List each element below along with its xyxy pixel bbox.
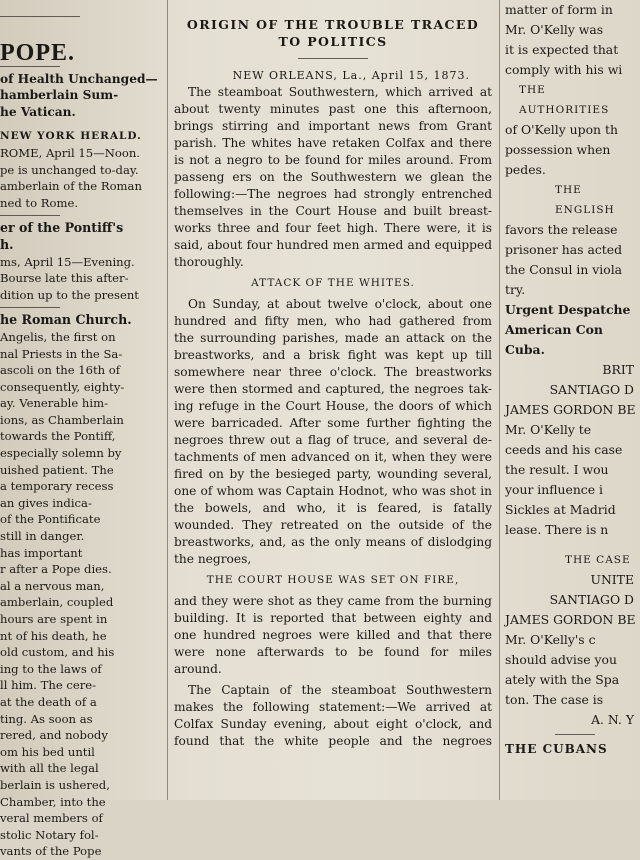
right-rule — [555, 734, 595, 735]
article-line: thoroughly. — [174, 255, 244, 269]
heading-rule — [0, 66, 60, 67]
text-line: with all the legal — [0, 761, 99, 776]
text-line: JAMES GORDON BE — [505, 402, 636, 417]
urgent-line: American Con — [505, 322, 603, 337]
left-body-lines — [0, 329, 160, 860]
text-line: Bourse late this after- — [0, 271, 129, 286]
paragraph-1 — [174, 84, 492, 271]
text-line: possession when — [505, 142, 611, 157]
article-line: building. It is reported that between eighty and — [174, 611, 492, 625]
subhead-attack: ATTACK OF THE WHITES. — [251, 277, 415, 289]
article-line: the bowels, and who, it is feared, is fatally — [174, 501, 492, 515]
text-line: om his bed until — [0, 744, 95, 759]
text-line: consequently, eighty- — [0, 379, 125, 394]
text-line: prisoner has acted — [505, 242, 623, 257]
article-line: were none afterwards to be found for miles — [174, 645, 492, 659]
right-caps-cubans: THE CUBANS — [505, 742, 608, 756]
article-line: On Sunday, at about twelve o'clock, about one — [188, 297, 492, 311]
subhead-line: of Health Unchanged— — [0, 71, 158, 86]
text-line: it is expected that — [505, 42, 619, 57]
text-line: ms, April 15—Evening. — [0, 254, 135, 269]
text-line: ascoli on the 16th of — [0, 363, 121, 378]
left-section-1 — [0, 220, 160, 253]
right-caps-case: THE CASE — [565, 554, 631, 566]
text-line: ned to Rome. — [0, 195, 79, 210]
text-line: a temporary recess — [0, 479, 114, 494]
left-credit: NEW YORK HERALD. — [0, 130, 142, 143]
text-line: Mr. O'Kelly's c — [505, 632, 596, 647]
text-line: old custom, and his — [0, 645, 115, 660]
article-line: the surrounding parishes, made an attack on the — [174, 331, 492, 345]
left-dispatch-1 — [0, 145, 160, 211]
article-line: wounded. They retreated on the outside of the — [174, 518, 492, 532]
text-line: Angelis, the first on — [0, 329, 116, 344]
urgent-line: Cuba. — [505, 342, 545, 357]
text-line: UNITE — [590, 572, 634, 587]
text-line: A. N. Y — [591, 712, 634, 727]
text-line: your influence i — [505, 482, 603, 497]
text-line: of O'Kelly upon th — [505, 122, 618, 137]
right-urgent-despatch — [505, 300, 640, 360]
article-line: one of whom was Captain Hodnot, who was shot in — [174, 484, 492, 498]
left-dispatch-2 — [0, 254, 160, 304]
text-line: vants of the Pope — [0, 844, 102, 859]
subhead-courthouse: THE COURT HOUSE WAS SET ON FIRE, — [206, 574, 460, 586]
text-line: ton. The case is — [505, 692, 604, 707]
text-line: should advise you — [505, 652, 617, 667]
text-line: pe is unchanged to-day. — [0, 162, 139, 177]
text-line: r after a Pope dies. — [0, 562, 112, 577]
article-line: is not a negro to be found for miles around. From — [174, 153, 492, 167]
article-line: makes the following statement:—We arrived at — [174, 700, 492, 714]
left-column — [0, 0, 160, 859]
right-lines-3 — [505, 220, 640, 300]
right-lines-4 — [505, 360, 640, 540]
article-line: The Captain of the steamboat Southwestern — [188, 683, 492, 697]
text-line: berlain is ushered, — [0, 777, 110, 792]
text-line: rered, and nobody — [0, 728, 108, 743]
right-lines-5 — [505, 570, 640, 730]
article-line: brings stirring and important news from Grant — [174, 119, 492, 133]
text-line: stolic Notary fol- — [0, 827, 99, 842]
right-caps-english: THE ENGLISH — [555, 184, 615, 216]
left-section-2: he Roman Church. — [0, 312, 132, 328]
article-line: and they were shot as they came from the burning — [174, 594, 492, 608]
text-line: try. — [505, 282, 526, 297]
text-line: uished patient. The — [0, 462, 114, 477]
article-line: fired on by the besieged party, wounding several, — [174, 467, 492, 481]
paragraph-3 — [174, 593, 492, 678]
text-line: ting. As soon as — [0, 711, 93, 726]
article-line: breastworks, and a brisk fight was kept up till — [174, 348, 492, 362]
article-headline: ORIGIN OF THE TROUBLE TRACED TO POLITICS — [186, 17, 480, 49]
article-line: parish. The whites have retaken Colfax and there — [174, 136, 492, 150]
right-lines-2 — [505, 120, 640, 180]
text-line: Chamber, into the — [0, 794, 106, 809]
article-line: were barricaded. After some further fighting the — [174, 416, 492, 430]
article-line: themselves in the Court House and built breast- — [174, 204, 492, 218]
article-line: ing refuge in the Court House, the doors of which — [174, 399, 492, 413]
text-line: the result. I wou — [505, 462, 609, 477]
article-dateline: NEW ORLEANS, La., April 15, 1873. — [232, 69, 470, 82]
text-line: dition up to the present — [0, 287, 139, 302]
urgent-line: Urgent Despatche — [505, 302, 631, 317]
article-line: around. — [174, 662, 222, 676]
text-line: ing to the laws of — [0, 661, 102, 676]
text-line: ions, as Chamberlain — [0, 412, 124, 427]
text-line: Mr. O'Kelly te — [505, 422, 592, 437]
top-rule — [0, 16, 80, 17]
text-line: pedes. — [505, 162, 546, 177]
section-line: h. — [0, 236, 14, 252]
article-line: Colfax Sunday evening, about eight o'clock, and — [174, 717, 492, 731]
text-line: ay. Venerable him- — [0, 396, 109, 411]
text-line: ROME, April 15—Noon. — [0, 145, 140, 160]
column-divider — [499, 0, 500, 800]
section-line: er of the Pontiff's — [0, 220, 124, 236]
text-line: amberlain, coupled — [0, 595, 114, 610]
text-line: SANTIAGO D — [549, 592, 634, 607]
right-lines-1 — [505, 0, 640, 80]
text-line: JAMES GORDON BE — [505, 612, 636, 627]
text-line: towards the Pontiff, — [0, 429, 116, 444]
article-line: negroes threw out a flag of truce, and several de- — [174, 433, 492, 447]
article-line: somewhere near three o'clock. The breastworks — [174, 365, 492, 379]
right-caps-authorities: THE AUTHORITIES — [519, 84, 610, 116]
text-line: nt of his death, he — [0, 628, 107, 643]
text-line: nal Priests in the Sa- — [0, 346, 123, 361]
article-line: the negroes, — [174, 552, 252, 566]
article-line: one hundred negroes were killed and that there — [174, 628, 492, 642]
text-line: has important — [0, 545, 83, 560]
subhead-line: hamberlain Sum- — [0, 88, 119, 103]
paragraph-4 — [174, 682, 492, 750]
text-line: still in danger. — [0, 529, 85, 544]
paragraph-2 — [174, 296, 492, 568]
article-line: passeng ers on the Southwestern we glean the — [174, 170, 492, 184]
text-line: Sickles at Madrid — [505, 502, 616, 517]
text-line: amberlain of the Roman — [0, 179, 142, 194]
section-rule — [0, 307, 60, 308]
text-line: at the death of a — [0, 694, 97, 709]
column-divider — [167, 0, 168, 800]
article-line: were then stormed and captured, the negroes tak- — [174, 382, 492, 396]
text-line: al a nervous man, — [0, 578, 105, 593]
section-rule — [0, 215, 60, 216]
text-line: lease. There is n — [505, 522, 609, 537]
left-subhead — [0, 71, 160, 121]
article-line: breastworks, and, as the only means of dislodging — [174, 535, 492, 549]
text-line: ceeds and his case — [505, 442, 623, 457]
middle-column — [174, 0, 492, 800]
text-line: SANTIAGO D — [549, 382, 634, 397]
text-line: BRIT — [602, 362, 634, 377]
subhead-line: he Vatican. — [0, 104, 76, 119]
headline-rule — [298, 58, 368, 59]
article-line: The steamboat Southwestern, which arrived at — [188, 85, 492, 99]
text-line: veral members of — [0, 811, 103, 826]
right-column — [505, 0, 640, 800]
article-line: found that the white people and the negroes — [174, 734, 492, 748]
article-line: works three and four feet high. There were, it is — [174, 221, 492, 235]
text-line: hours are spent in — [0, 612, 108, 626]
text-line: ll him. The cere- — [0, 678, 97, 693]
text-line: favors the release — [505, 222, 618, 237]
text-line: an gives indica- — [0, 495, 92, 510]
left-heading: POPE. — [0, 40, 75, 66]
text-line: ately with the Spa — [505, 672, 620, 687]
text-line: especially solemn by — [0, 446, 122, 461]
text-line: the Consul in viola — [505, 262, 623, 277]
text-line: Mr. O'Kelly was — [505, 22, 604, 37]
article-line: following:—The negroes had strongly entrenched — [174, 187, 492, 201]
article-line: about twenty minutes past one this afternoon, — [174, 102, 492, 116]
article-line: tachments of men advanced on it, when they were — [174, 450, 492, 464]
article-line: said, about four hundred men armed and equipped — [174, 238, 492, 252]
text-line: matter of form in — [505, 2, 613, 17]
text-line: of the Pontificate — [0, 512, 101, 527]
text-line: comply with his wi — [505, 62, 623, 77]
article-line: hundred and fifty men, who had gathered from — [174, 314, 492, 328]
